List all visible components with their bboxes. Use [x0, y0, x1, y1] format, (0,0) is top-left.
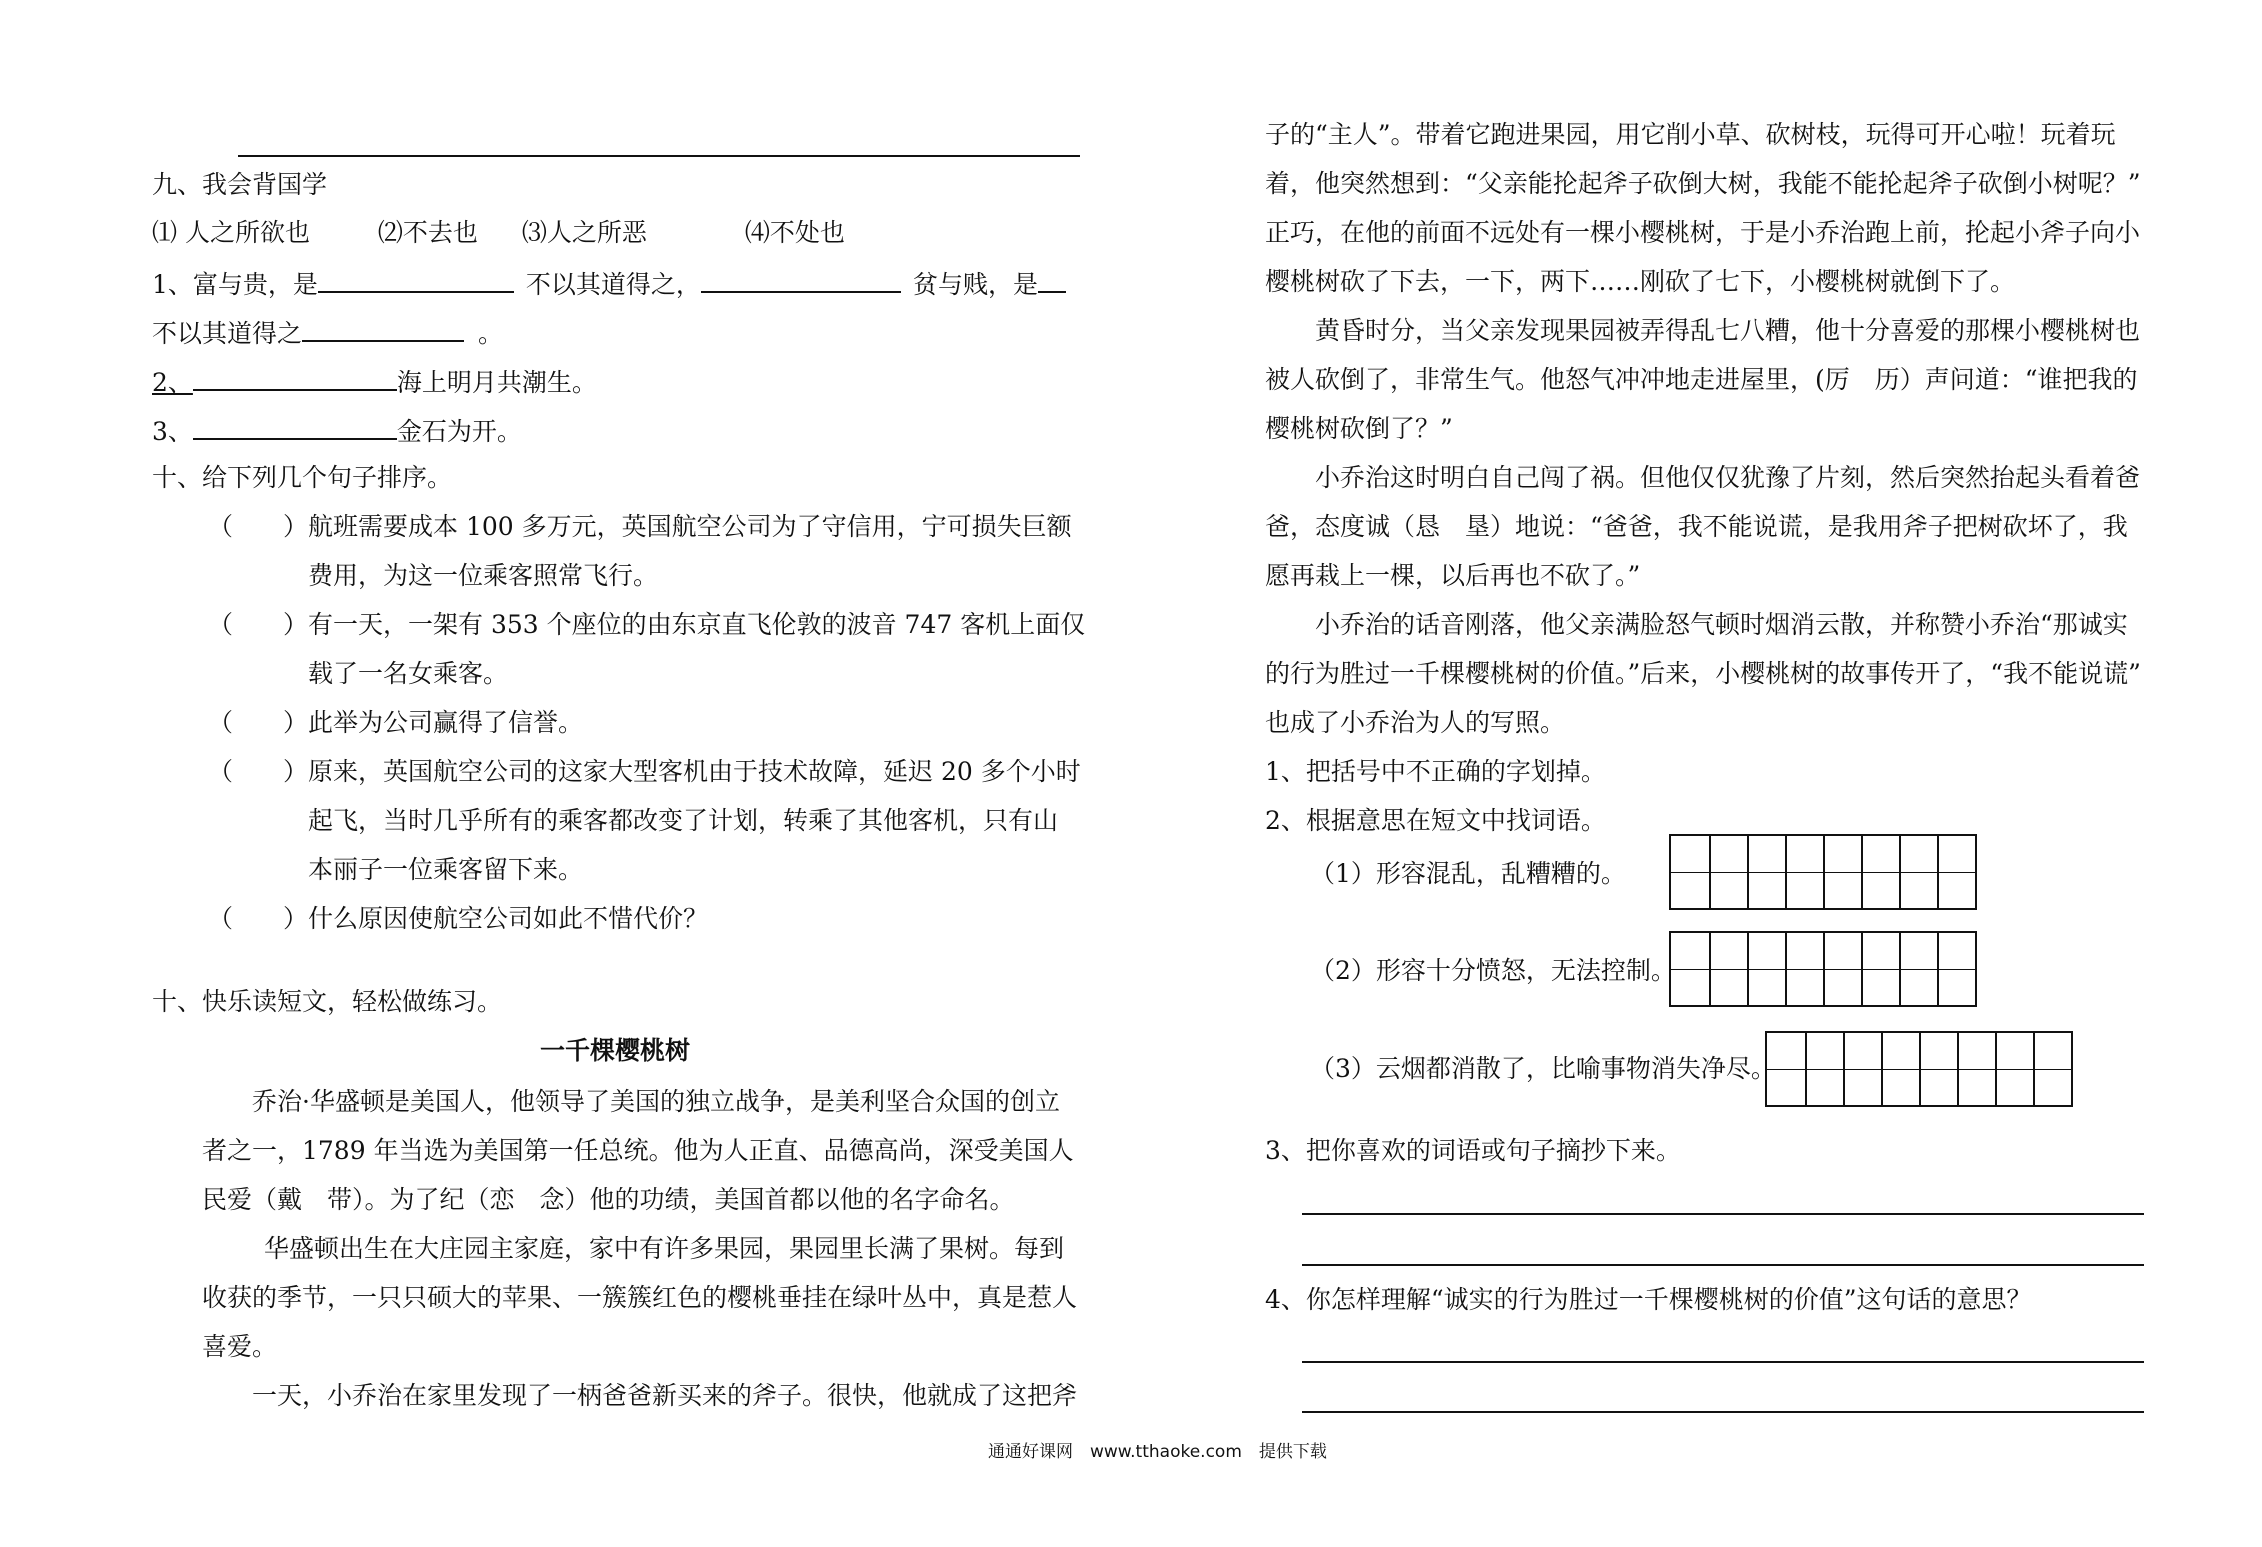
exercise-q2-1: （1）形容混乱，乱糟糟的。: [1310, 859, 1626, 888]
exercise-q3: 3、把你喜欢的词语或句子摘抄下来。: [1265, 1136, 1681, 1165]
passage-p2-line3: 喜爱。: [202, 1332, 278, 1361]
option-1: ⑴ 人之所欲也: [152, 218, 310, 247]
exercise-q1: 1、把括号中不正确的字划掉。: [1265, 757, 1606, 786]
answer-blank[interactable]: [193, 363, 397, 391]
passage-r5: 黄昏时分，当父亲发现果园被弄得乱七八糟，他十分喜爱的那棵小樱桃树也: [1315, 316, 2141, 345]
answer-line[interactable]: [1302, 1213, 2144, 1215]
answer-line[interactable]: [1302, 1264, 2144, 1266]
passage-p2-line1: 华盛顿出生在大庄园主家庭，家中有许多果园，果园里长满了果树。每到: [264, 1234, 1065, 1263]
passage-r4: 樱桃树砍了下去，一下，两下……刚砍了七下，小樱桃树就倒下了。: [1265, 267, 2016, 296]
passage-p2-line2: 收获的季节，一只只硕大的苹果、一簇簇红色的樱桃垂挂在绿叶丛中，真是惹人: [202, 1283, 1078, 1312]
section-10-heading: 十、给下列几个句子排序。: [152, 463, 453, 492]
passage-r2: 着，他突然想到：“父亲能抡起斧子砍倒大树，我能不能抡起斧子砍倒小树呢？”: [1265, 169, 2141, 198]
sentence-4-line3: 本丽子一位乘客留下来。: [308, 855, 584, 884]
passage-p1-line1: 乔治·华盛顿是美国人，他领导了美国的独立战争，是美利坚合众国的创立: [252, 1087, 1060, 1116]
sentence-1-line1: （ ）航班需要成本 100 多万元，英国航空公司为了守信用，宁可损失巨额: [208, 510, 1072, 544]
sentence-2-line1: （ ）有一天，一架有 353 个座位的由东京直飞伦敦的波音 747 客机上面仅: [208, 608, 1085, 642]
passage-r3: 正巧，在他的前面不远处有一棵小樱桃树，于是小乔治跑上前，抡起小斧子向小: [1265, 218, 2141, 247]
answer-blank[interactable]: [701, 265, 901, 293]
passage-r11: 小乔治的话音刚落，他父亲满脸怒气顿时烟消云散，并称赞小乔治“那诚实: [1315, 610, 2128, 639]
passage-p1-line2: 者之一，1789 年当选为美国第一任总统。他为人正直、品德高尚，深受美国人: [202, 1136, 1074, 1165]
sentence-4-line2: 起飞，当时几乎所有的乘客都改变了计划，转乘了其他客机，只有山: [308, 806, 1059, 835]
order-paren[interactable]: （ ）: [208, 904, 309, 933]
question-9-1-line1: 1、富与贵，是 不以其道得之， 贫与贱，是: [152, 265, 1066, 302]
sentence-2-line2: 载了一名女乘客。: [308, 659, 509, 688]
answer-line[interactable]: [1302, 1411, 2144, 1413]
passage-p3-line1: 一天，小乔治在家里发现了一柄爸爸新买来的斧子。很快，他就成了这把斧: [252, 1381, 1078, 1410]
passage-r1: 子的“主人”。带着它跑进果园，用它削小草、砍树枝，玩得可开心啦！玩着玩: [1265, 120, 2116, 149]
option-3: ⑶人之所恶: [521, 218, 647, 247]
section-9-heading: 九、我会背国学: [152, 170, 328, 199]
sentence-1-line2: 费用，为这一位乘客照常飞行。: [308, 561, 659, 590]
passage-r6: 被人砍倒了，非常生气。他怒气冲冲地走进屋里，(厉 历）声问道：“谁把我的: [1265, 365, 2138, 394]
exercise-q2-2: （2）形容十分愤怒，无法控制。: [1310, 956, 1676, 985]
passage-r12: 的行为胜过一千棵樱桃树的价值。”后来，小樱桃树的故事传开了，“我不能说谎”: [1265, 659, 2141, 688]
passage-r10: 愿再栽上一棵，以后再也不砍了。”: [1265, 561, 1641, 590]
answer-line[interactable]: [1302, 1361, 2144, 1363]
answer-blank[interactable]: [1038, 265, 1066, 293]
footer-source: 通通好课网 www.tthaoke.com 提供下载: [988, 1442, 1327, 1462]
order-paren[interactable]: （ ）: [208, 757, 309, 786]
section-9-options: [152, 216, 845, 250]
sentence-3: （ ）此举为公司赢得了信誉。: [208, 706, 583, 740]
passage-r9: 爸，态度诚（恳 垦）地说：“爸爸，我不能说谎，是我用斧子把树砍坏了，我: [1265, 512, 2128, 541]
section-11-heading: 十、快乐读短文，轻松做练习。: [152, 987, 503, 1016]
sentence-5: （ ）什么原因使航空公司如此不惜代价？: [208, 902, 708, 936]
passage-r8: 小乔治这时明白自己闯了祸。但他仅仅犹豫了片刻，然后突然抬起头看着爸: [1315, 463, 2141, 492]
passage-title: 一千棵樱桃树: [540, 1036, 691, 1065]
option-2: ⑵不去也: [377, 218, 478, 247]
answer-blank[interactable]: [193, 412, 397, 440]
option-4: ⑷不处也: [744, 218, 845, 247]
exercise-q2-3: （3）云烟都消散了，比喻事物消失净尽。: [1310, 1054, 1776, 1083]
answer-grid-1[interactable]: [1669, 834, 1977, 910]
question-9-2: 2、 海上明月共潮生。: [152, 363, 597, 400]
answer-grid-2[interactable]: [1669, 931, 1977, 1007]
order-paren[interactable]: （ ）: [208, 610, 309, 639]
exercise-q4: 4、你怎样理解“诚实的行为胜过一千棵樱桃树的价值”这句话的意思？: [1265, 1285, 2032, 1314]
exercise-q2: 2、根据意思在短文中找词语。: [1265, 806, 1606, 835]
sentence-4-line1: （ ）原来，英国航空公司的这家大型客机由于技术故障，延迟 20 多个小时: [208, 755, 1081, 789]
answer-grid-3[interactable]: [1765, 1031, 2073, 1107]
question-9-3: 3、 金石为开。: [152, 412, 522, 449]
answer-blank[interactable]: [318, 265, 514, 293]
passage-r13: 也成了小乔治为人的写照。: [1265, 708, 1566, 737]
passage-p1-line3: 民爱（戴 带）。为了纪（恋 念）他的功绩，美国首都以他的名字命名。: [202, 1185, 1015, 1214]
order-paren[interactable]: （ ）: [208, 512, 309, 541]
top-answer-line: [238, 155, 1080, 157]
answer-blank[interactable]: [302, 314, 464, 342]
order-paren[interactable]: （ ）: [208, 708, 309, 737]
passage-r7: 樱桃树砍倒了？”: [1265, 414, 1453, 443]
question-9-1-line2: 不以其道得之 。: [152, 314, 503, 351]
